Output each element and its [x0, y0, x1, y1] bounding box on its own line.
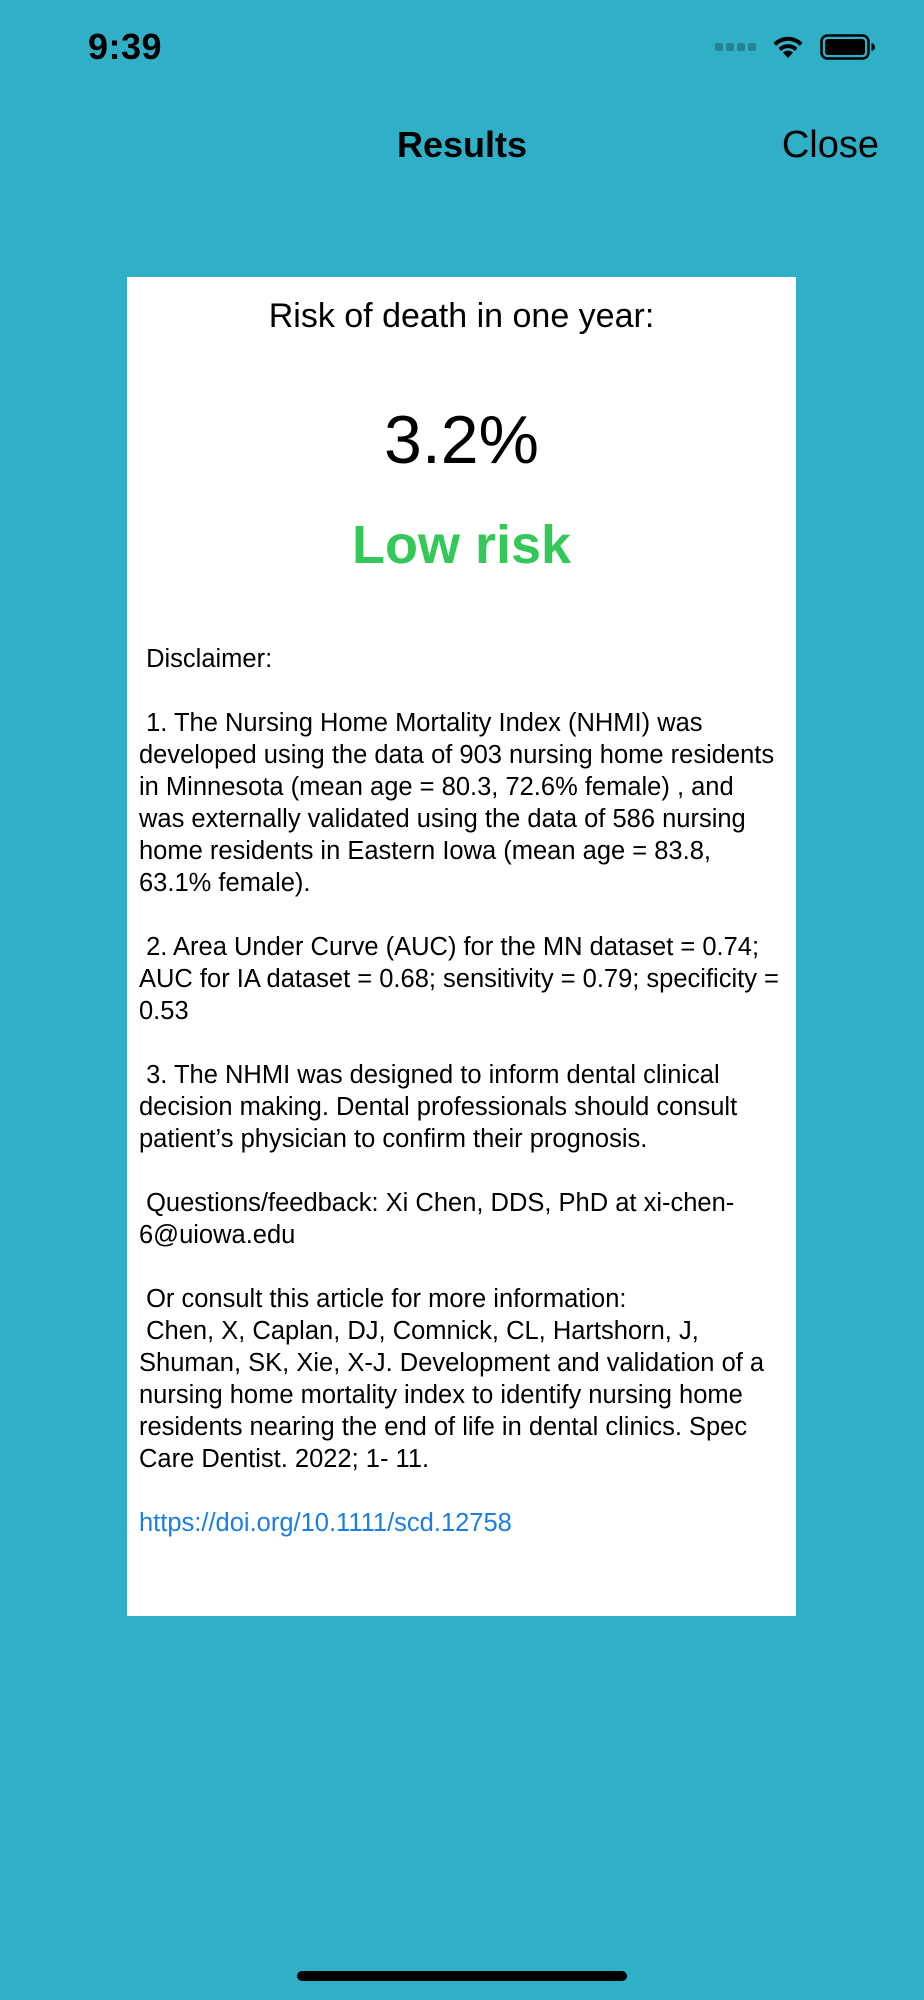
cellular-signal-icon: [715, 43, 756, 51]
status-icons: [715, 34, 876, 60]
battery-icon: [820, 34, 876, 60]
results-card: [127, 277, 796, 1616]
risk-heading: Risk of death in one year:: [268, 297, 655, 335]
close-button[interactable]: Close: [781, 124, 879, 166]
disclaimer-text: Disclaimer: 1. The Nursing Home Mortality Index (NHMI) was developed using the data of 903 nursing home residents in Minnesota (mean age = 80.3, 72.6% female) , and was externally validated using the data of 586 nursing home residents in Eastern Iowa (mean age = 83.8, 63.1% female). 2. Area Under Curve (AUC) for the MN dataset = 0.74; AUC for IA dataset = 0.68; sensitivity = 0.79; specificity = 0.53 3. The NHMI was designed to inform dental clinical decision making. Dental professionals should consult patient’s physician to confirm their prognosis. Questions/feedback: Xi Chen, DDS, PhD at xi-chen-6@uiowa.edu Or consult this article for more information: Chen, X, Caplan, DJ, Comnick, CL, Hartshorn, J, Shuman, SK, Xie, X-J. Development and validation of a nursing home mortality index to identify nursing home residents nearing the end of life in dental clinics. Spec Care Dentist. 2022; 1- 11.: [139, 645, 779, 1473]
status-time: 9:39: [88, 26, 163, 67]
home-indicator[interactable]: [297, 1971, 627, 1981]
risk-percentage: 3.2%: [384, 402, 539, 478]
risk-level-label: Low risk: [351, 515, 572, 575]
page-title: Results: [396, 124, 528, 165]
wifi-icon: [770, 34, 806, 60]
doi-link[interactable]: https://doi.org/10.1111/scd.12758: [139, 1509, 512, 1537]
